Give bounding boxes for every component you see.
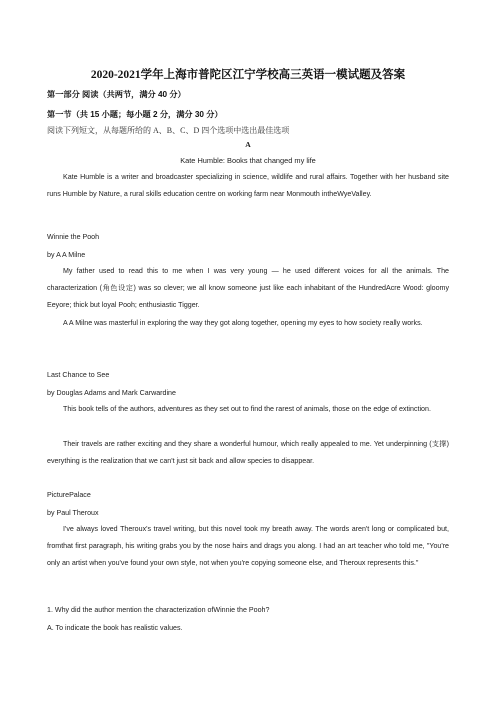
book3-title: PicturePalace xyxy=(47,491,91,499)
question-1-option-a: A. To indicate the book has realistic values. xyxy=(47,624,183,632)
passage-letter: A xyxy=(245,140,251,149)
passage-title: Kate Humble: Books that changed my life xyxy=(180,156,316,165)
part-heading: 第一部分 阅读（共两节，满分 40 分） xyxy=(47,90,186,99)
book2-title: Last Chance to See xyxy=(47,371,110,379)
book1-paragraph-1: My father used to read this to me when I was very young — he used different voices for all the animals. The characterization (角色设定) was so clever; we all know someone just like each inhabitant of the HundredAcre Wood: gloomy Eeyore; thick but loyal Pooh; enthusiastic Tigger. xyxy=(47,267,449,310)
question-1: 1. Why did the author mention the characterization ofWinnie the Pooh? xyxy=(47,606,270,614)
book2-paragraph-1: This book tells of the authors, adventures as they set out to find the rarest of animals, those on the edge of extinction. xyxy=(63,405,431,413)
book1-author: by A A Milne xyxy=(47,251,86,259)
book3-paragraph-1: I've always loved Theroux's travel writing, but this novel took my breath away. The words aren't long or complicated but, fromthat first paragraph, his writing grabs you by the nose hairs and drags you along. I had an art teacher who told me, "You're only an artist when you've found your own style, not when you're copying someone else, and Theroux represents this." xyxy=(47,525,449,568)
intro-paragraph: Kate Humble is a writer and broadcaster specializing in science, wildlife and rural affairs. Together with her husband site runs Humble by Nature, a rural skills education centre on working farm near Monmouth intheWyeValley. xyxy=(47,173,449,199)
section-heading: 第一节（共 15 小题；每小题 2 分，满分 30 分） xyxy=(47,110,223,119)
book1-paragraph-2: A A Milne was masterful in exploring the way they got along together, opening my eyes to how society really works. xyxy=(63,319,423,327)
book2-paragraph-2: Their travels are rather exciting and they share a wonderful humour, which really appealed to me. Yet underpinning (支撑) everything is the realization that we can't just sit back and allow species to disappear. xyxy=(47,440,449,466)
book2-author: by Douglas Adams and Mark Carwardine xyxy=(47,389,176,397)
book3-author: by Paul Theroux xyxy=(47,509,99,517)
book1-title: Winnie the Pooh xyxy=(47,233,100,241)
page-title: 2020-2021学年上海市普陀区江宁学校高三英语一模试题及答案 xyxy=(90,69,406,81)
instruction-text: 阅读下列短文，从每题所给的 A、B、C、D 四个选项中选出最佳选项 xyxy=(47,126,290,135)
